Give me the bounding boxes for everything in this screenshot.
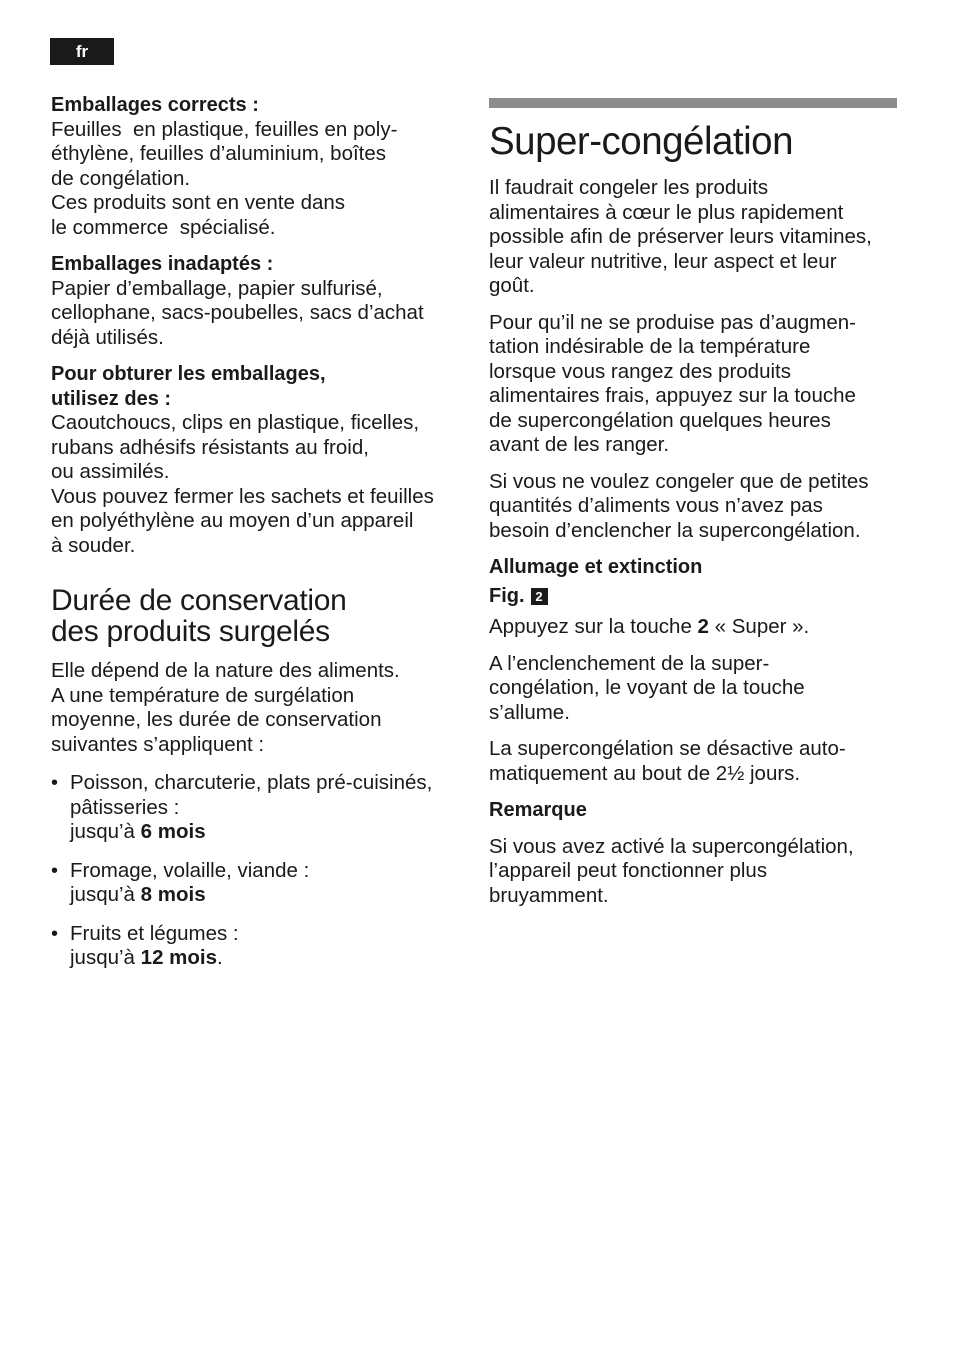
- section-title-sealing: [51, 362, 466, 411]
- text-line: leur valeur nutritive, leur aspect et leur: [489, 249, 837, 273]
- sealing-text: [51, 411, 466, 558]
- duration-prefix: jusqu’à: [70, 883, 141, 906]
- heading-storage-duration: [51, 585, 466, 647]
- text-line: éthylène, feuilles d’aluminium, boîtes: [51, 142, 387, 165]
- text-line: [70, 820, 466, 845]
- heading-line: Durée de conservation: [51, 584, 347, 617]
- text-line: Ces produits sont en vente dans: [51, 191, 346, 214]
- button-number: 2: [697, 615, 709, 638]
- text-line: Pour obturer les emballages,: [51, 363, 326, 385]
- text-line: moyenne, les durée de conservation: [51, 708, 382, 731]
- text-line: [70, 883, 466, 908]
- left-column: [51, 93, 466, 971]
- text-line: suivantes s’appliquent :: [51, 732, 265, 756]
- text-line: A l’enclenchement de la super-: [489, 651, 770, 675]
- text-line: Si vous ne voulez congeler que de petites: [489, 469, 869, 493]
- text-line: de congélation.: [51, 166, 191, 190]
- text-line: [70, 946, 466, 971]
- text-line: goût.: [489, 274, 535, 297]
- duration-prefix: jusqu’à: [70, 820, 141, 843]
- language-tab: fr: [50, 38, 114, 65]
- list-item-fruits: [51, 922, 466, 971]
- text-line: l’appareil peut fonctionner plus: [489, 859, 768, 882]
- text-line: en polyéthylène au moyen d’un appareil: [51, 509, 414, 532]
- auto-off-text: [489, 737, 899, 786]
- duration-value: 12 mois: [140, 946, 218, 969]
- text-line: de supercongélation quelques heures: [489, 408, 831, 432]
- text-line: rubans adhésifs résistants au froid,: [51, 435, 369, 459]
- list-item-fish: [51, 771, 466, 845]
- heading-line: des produits surgelés: [51, 615, 330, 648]
- press-instruction: [489, 615, 899, 640]
- figure-number-badge: 2: [531, 588, 548, 605]
- text-line: s’allume.: [489, 700, 570, 724]
- text-line: tation indésirable de la température: [489, 335, 811, 358]
- text-line: quantités d’aliments vous n’avez pas: [489, 494, 823, 517]
- text-line: Pour qu’il ne se produise pas d’augmen-: [489, 310, 856, 334]
- press-prefix: Appuyez sur la touche: [489, 615, 698, 638]
- text-line: pâtisseries :: [70, 795, 180, 819]
- correct-packaging-text: [51, 118, 466, 241]
- duration-value: 6 mois: [140, 820, 206, 843]
- text-line: besoin d’enclencher la supercongélation.: [489, 518, 861, 542]
- figure-label: Fig.: [489, 584, 525, 607]
- subheading-note: Remarque: [489, 799, 587, 821]
- text-line: bruyamment.: [489, 883, 609, 907]
- subheading-on-off: Allumage et extinction: [489, 556, 703, 578]
- storage-intro-text: [51, 659, 466, 757]
- text-line: Feuilles en plastique, feuilles en poly-: [51, 117, 398, 141]
- press-suffix: « Super ».: [708, 615, 810, 638]
- right-column: [489, 98, 899, 908]
- bullet-icon: •: [51, 772, 59, 794]
- text-line: déjà utilisés.: [51, 325, 164, 349]
- text-line: Fruits et légumes :: [70, 921, 239, 945]
- indicator-text: [489, 652, 899, 726]
- text-line: A une température de surgélation: [51, 683, 355, 707]
- text-line: Caoutchoucs, clips en plastique, ficelles,: [51, 411, 420, 434]
- unsuitable-packaging-text: [51, 277, 466, 351]
- text-line: cellophane, sacs-poubelles, sacs d’achat: [51, 301, 424, 324]
- text-line: Fromage, volaille, viande :: [70, 858, 310, 882]
- section-title-unsuitable-packaging: Emballages inadaptés :: [51, 253, 274, 275]
- text-line: à souder.: [51, 533, 136, 557]
- text-line: Papier d’emballage, papier sulfurisé,: [51, 276, 383, 300]
- text-line: alimentaires frais, appuyez sur la touche: [489, 384, 856, 407]
- text-line: ou assimilés.: [51, 460, 170, 483]
- bullet-icon: •: [51, 859, 59, 882]
- duration-suffix: .: [217, 946, 223, 969]
- duration-prefix: jusqu’à: [70, 946, 141, 969]
- text-line: Elle dépend de la nature des aliments.: [51, 659, 400, 682]
- text-line: Vous pouvez fermer les sachets et feuilles: [51, 484, 434, 508]
- text-line: La supercongélation se désactive auto-: [489, 737, 846, 760]
- text-line: matiquement au bout de 2½ jours.: [489, 761, 801, 785]
- text-line: [489, 615, 899, 640]
- super-freezing-small-quantities: [489, 470, 899, 544]
- text-line: congélation, le voyant de la touche: [489, 676, 805, 699]
- heading-super-freezing: Super-congélation: [489, 120, 793, 163]
- text-line: lorsque vous rangez des produits: [489, 359, 791, 383]
- duration-value: 8 mois: [140, 883, 206, 906]
- text-line: Si vous avez activé la supercongélation,: [489, 834, 854, 858]
- text-line: possible afin de préserver leurs vitamines,: [489, 225, 872, 248]
- list-item-cheese: [51, 859, 466, 908]
- text-line: le commerce spécialisé.: [51, 215, 276, 239]
- section-title-correct-packaging: Emballages corrects :: [51, 94, 259, 116]
- bullet-icon: •: [51, 922, 59, 945]
- note-text: [489, 835, 899, 909]
- text-line: Il faudrait congeler les produits: [489, 176, 769, 199]
- text-line: alimentaires à cœur le plus rapidement: [489, 200, 844, 224]
- super-freezing-intro: [489, 176, 899, 299]
- figure-reference: [489, 584, 899, 609]
- text-line: avant de les ranger.: [489, 433, 670, 456]
- text-line: utilisez des :: [51, 387, 172, 410]
- text-line: Poisson, charcuterie, plats pré-cuisinés,: [70, 771, 433, 794]
- section-rule: [489, 98, 897, 108]
- super-freezing-advice: [489, 311, 899, 458]
